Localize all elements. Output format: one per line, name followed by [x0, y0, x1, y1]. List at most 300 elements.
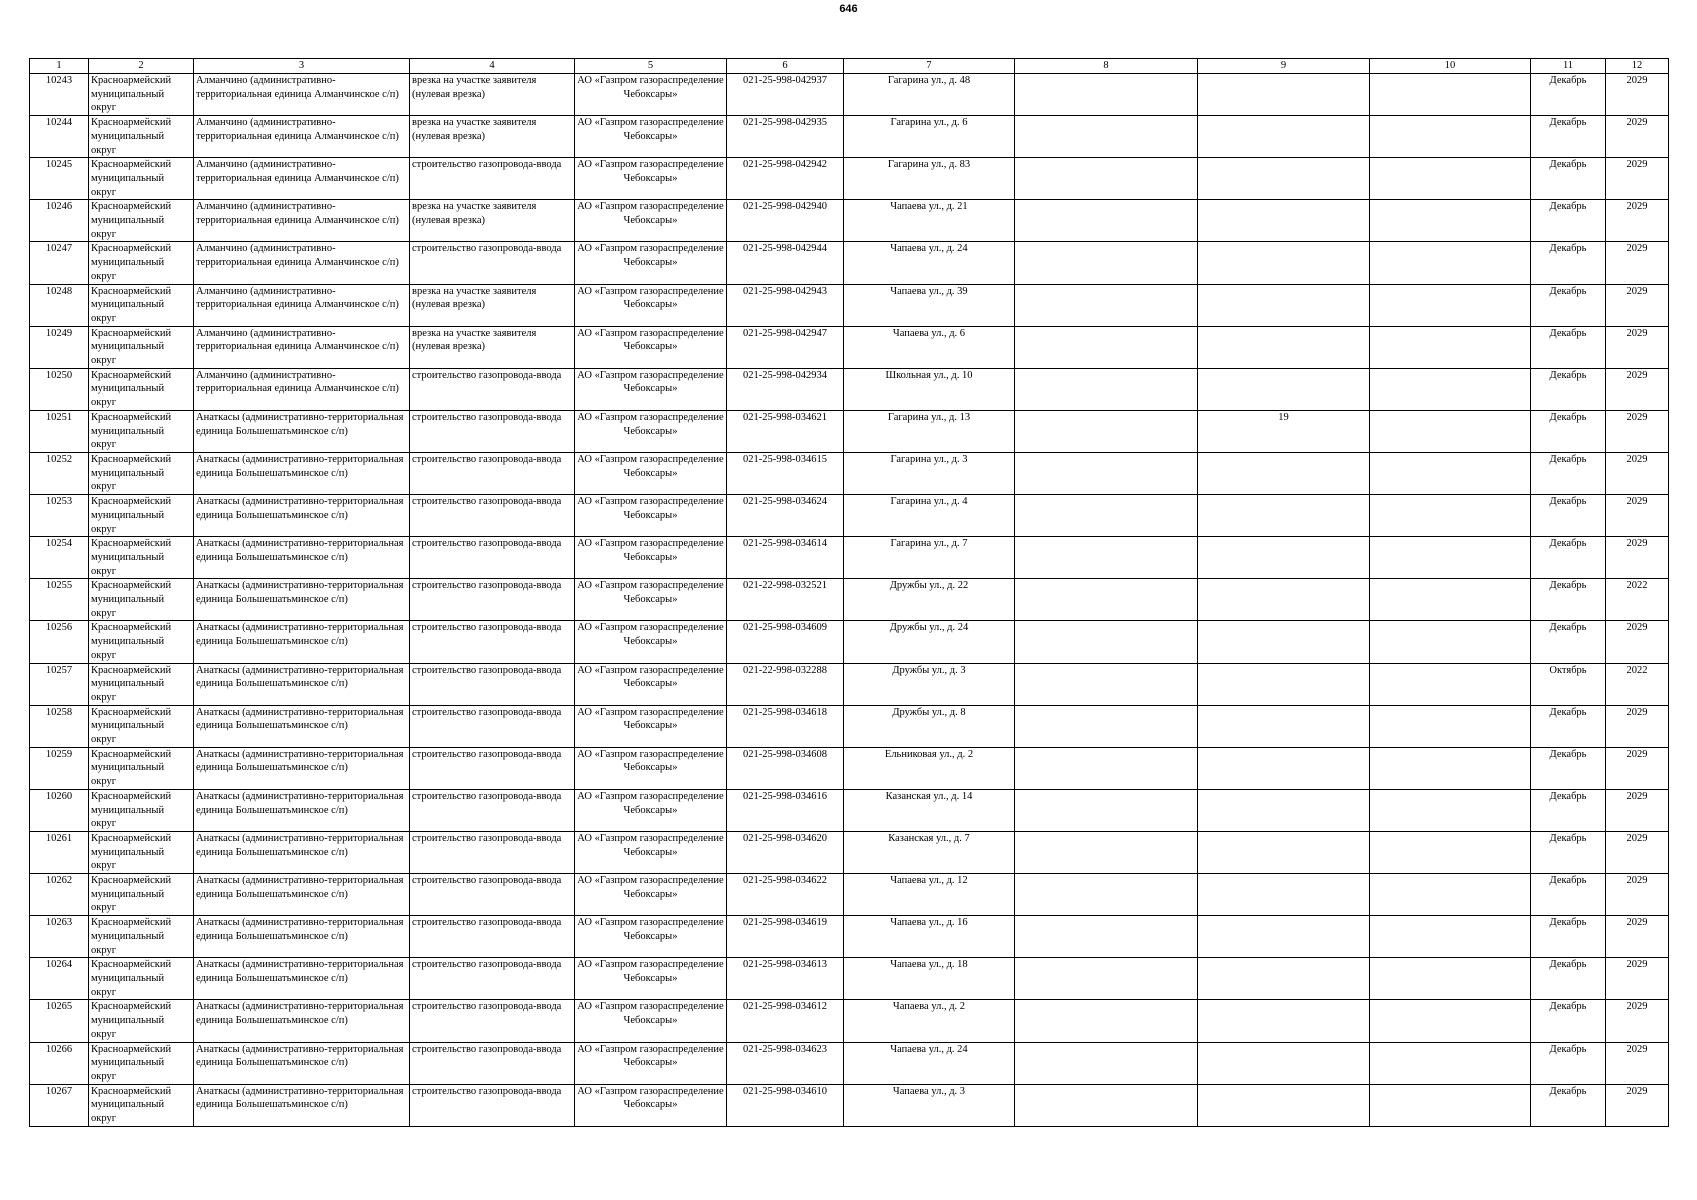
work-type: строительство газопровода-ввода — [410, 368, 575, 410]
address: Дружбы ул., д. 3 — [844, 663, 1015, 705]
district-name: Красноармейский муниципальный округ — [89, 368, 194, 410]
column-8-value — [1015, 831, 1198, 873]
locality-name: Анаткасы (административно-территориальная единица Большешатьминское с/п) — [194, 958, 410, 1000]
organization-name: АО «Газпром газораспределение Чебоксары» — [575, 1042, 727, 1084]
table-row — [30, 621, 1669, 663]
table-row — [30, 831, 1669, 873]
column-10-value — [1370, 200, 1531, 242]
year: 2029 — [1606, 1000, 1669, 1042]
column-10-value — [1370, 579, 1531, 621]
organization-name: АО «Газпром газораспределение Чебоксары» — [575, 1000, 727, 1042]
work-type: строительство газопровода-ввода — [410, 916, 575, 958]
year: 2029 — [1606, 74, 1669, 116]
year: 2022 — [1606, 579, 1669, 621]
table-row — [30, 284, 1669, 326]
district-name: Красноармейский муниципальный округ — [89, 1042, 194, 1084]
work-type: строительство газопровода-ввода — [410, 158, 575, 200]
application-code: 021-25-998-034624 — [727, 495, 844, 537]
district-name: Красноармейский муниципальный округ — [89, 916, 194, 958]
work-type: врезка на участке заявителя (нулевая врезка) — [410, 74, 575, 116]
application-code: 021-25-998-034620 — [727, 831, 844, 873]
column-10-value — [1370, 663, 1531, 705]
locality-name: Анаткасы (административно-территориальная единица Большешатьминское с/п) — [194, 916, 410, 958]
district-name: Красноармейский муниципальный округ — [89, 495, 194, 537]
address: Гагарина ул., д. 3 — [844, 452, 1015, 494]
year: 2029 — [1606, 1042, 1669, 1084]
column-10-value — [1370, 495, 1531, 537]
locality-name: Анаткасы (административно-территориальная единица Большешатьминское с/п) — [194, 747, 410, 789]
column-8-value — [1015, 537, 1198, 579]
header-row — [30, 59, 1669, 74]
work-type: строительство газопровода-ввода — [410, 452, 575, 494]
column-8-value — [1015, 158, 1198, 200]
record-number: 10267 — [30, 1084, 89, 1126]
record-number: 10263 — [30, 916, 89, 958]
column-9-value — [1198, 1084, 1370, 1126]
application-code: 021-25-998-034609 — [727, 621, 844, 663]
organization-name: АО «Газпром газораспределение Чебоксары» — [575, 116, 727, 158]
table-row — [30, 158, 1669, 200]
address: Чапаева ул., д. 3 — [844, 1084, 1015, 1126]
column-9-value — [1198, 242, 1370, 284]
district-name: Красноармейский муниципальный округ — [89, 705, 194, 747]
column-header: 11 — [1531, 59, 1606, 74]
year: 2029 — [1606, 789, 1669, 831]
table-row — [30, 1084, 1669, 1126]
year: 2029 — [1606, 200, 1669, 242]
record-number: 10255 — [30, 579, 89, 621]
application-code: 021-22-998-032521 — [727, 579, 844, 621]
work-type: строительство газопровода-ввода — [410, 579, 575, 621]
work-type: строительство газопровода-ввода — [410, 958, 575, 1000]
record-number: 10256 — [30, 621, 89, 663]
column-8-value — [1015, 705, 1198, 747]
locality-name: Анаткасы (административно-территориальная единица Большешатьминское с/п) — [194, 621, 410, 663]
year: 2029 — [1606, 284, 1669, 326]
district-name: Красноармейский муниципальный округ — [89, 284, 194, 326]
work-type: врезка на участке заявителя (нулевая врезка) — [410, 116, 575, 158]
year: 2029 — [1606, 1084, 1669, 1126]
district-name: Красноармейский муниципальный округ — [89, 663, 194, 705]
month: Декабрь — [1531, 537, 1606, 579]
month: Декабрь — [1531, 116, 1606, 158]
table-row — [30, 1000, 1669, 1042]
application-code: 021-25-998-042937 — [727, 74, 844, 116]
column-8-value — [1015, 200, 1198, 242]
application-code: 021-25-998-034612 — [727, 1000, 844, 1042]
table-row — [30, 495, 1669, 537]
application-code: 021-25-998-034614 — [727, 537, 844, 579]
column-9-value — [1198, 747, 1370, 789]
district-name: Красноармейский муниципальный округ — [89, 621, 194, 663]
month: Декабрь — [1531, 242, 1606, 284]
district-name: Красноармейский муниципальный округ — [89, 789, 194, 831]
column-10-value — [1370, 158, 1531, 200]
record-number: 10266 — [30, 1042, 89, 1084]
address: Гагарина ул., д. 7 — [844, 537, 1015, 579]
application-code: 021-25-998-034608 — [727, 747, 844, 789]
district-name: Красноармейский муниципальный округ — [89, 874, 194, 916]
organization-name: АО «Газпром газораспределение Чебоксары» — [575, 495, 727, 537]
address: Дружбы ул., д. 8 — [844, 705, 1015, 747]
application-code: 021-25-998-042944 — [727, 242, 844, 284]
column-8-value — [1015, 410, 1198, 452]
table-row — [30, 663, 1669, 705]
table-row — [30, 958, 1669, 1000]
work-type: врезка на участке заявителя (нулевая врезка) — [410, 326, 575, 368]
organization-name: АО «Газпром газораспределение Чебоксары» — [575, 410, 727, 452]
column-8-value — [1015, 747, 1198, 789]
address: Гагарина ул., д. 48 — [844, 74, 1015, 116]
address: Чапаева ул., д. 39 — [844, 284, 1015, 326]
column-header: 5 — [575, 59, 727, 74]
locality-name: Анаткасы (административно-территориальная единица Большешатьминское с/п) — [194, 1084, 410, 1126]
address: Гагарина ул., д. 4 — [844, 495, 1015, 537]
application-code: 021-25-998-034621 — [727, 410, 844, 452]
column-8-value — [1015, 621, 1198, 663]
column-10-value — [1370, 452, 1531, 494]
work-type: строительство газопровода-ввода — [410, 1084, 575, 1126]
column-8-value — [1015, 116, 1198, 158]
column-10-value — [1370, 705, 1531, 747]
district-name: Красноармейский муниципальный округ — [89, 158, 194, 200]
address: Ельниковая ул., д. 2 — [844, 747, 1015, 789]
organization-name: АО «Газпром газораспределение Чебоксары» — [575, 242, 727, 284]
application-code: 021-25-998-042940 — [727, 200, 844, 242]
table-row — [30, 579, 1669, 621]
organization-name: АО «Газпром газораспределение Чебоксары» — [575, 537, 727, 579]
work-type: строительство газопровода-ввода — [410, 705, 575, 747]
address: Гагарина ул., д. 13 — [844, 410, 1015, 452]
month: Декабрь — [1531, 705, 1606, 747]
year: 2029 — [1606, 410, 1669, 452]
district-name: Красноармейский муниципальный округ — [89, 537, 194, 579]
month: Декабрь — [1531, 74, 1606, 116]
record-number: 10261 — [30, 831, 89, 873]
table-row — [30, 242, 1669, 284]
year: 2029 — [1606, 368, 1669, 410]
organization-name: АО «Газпром газораспределение Чебоксары» — [575, 326, 727, 368]
locality-name: Анаткасы (административно-территориальная единица Большешатьминское с/п) — [194, 874, 410, 916]
table-row — [30, 789, 1669, 831]
locality-name: Алманчино (административно-территориальная единица Алманчинское с/п) — [194, 158, 410, 200]
record-number: 10252 — [30, 452, 89, 494]
year: 2029 — [1606, 326, 1669, 368]
record-number: 10245 — [30, 158, 89, 200]
page-number: 646 — [839, 3, 858, 15]
registry-body — [30, 74, 1669, 1127]
record-number: 10258 — [30, 705, 89, 747]
column-8-value — [1015, 284, 1198, 326]
application-code: 021-25-998-042942 — [727, 158, 844, 200]
organization-name: АО «Газпром газораспределение Чебоксары» — [575, 958, 727, 1000]
work-type: строительство газопровода-ввода — [410, 789, 575, 831]
locality-name: Алманчино (административно-территориальная единица Алманчинское с/п) — [194, 74, 410, 116]
address: Школьная ул., д. 10 — [844, 368, 1015, 410]
district-name: Красноармейский муниципальный округ — [89, 326, 194, 368]
locality-name: Анаткасы (административно-территориальная единица Большешатьминское с/п) — [194, 1000, 410, 1042]
locality-name: Анаткасы (административно-территориальная единица Большешатьминское с/п) — [194, 537, 410, 579]
column-9-value — [1198, 1000, 1370, 1042]
column-9-value — [1198, 705, 1370, 747]
address: Дружбы ул., д. 24 — [844, 621, 1015, 663]
district-name: Красноармейский муниципальный округ — [89, 1000, 194, 1042]
column-8-value — [1015, 74, 1198, 116]
column-10-value — [1370, 747, 1531, 789]
application-code: 021-25-998-034610 — [727, 1084, 844, 1126]
locality-name: Алманчино (административно-территориальная единица Алманчинское с/п) — [194, 116, 410, 158]
work-type: строительство газопровода-ввода — [410, 1042, 575, 1084]
month: Декабрь — [1531, 579, 1606, 621]
column-9-value — [1198, 621, 1370, 663]
work-type: врезка на участке заявителя (нулевая врезка) — [410, 200, 575, 242]
year: 2029 — [1606, 705, 1669, 747]
column-8-value — [1015, 1000, 1198, 1042]
work-type: врезка на участке заявителя (нулевая врезка) — [410, 284, 575, 326]
district-name: Красноармейский муниципальный округ — [89, 116, 194, 158]
column-9-value — [1198, 874, 1370, 916]
month: Декабрь — [1531, 1084, 1606, 1126]
column-8-value — [1015, 579, 1198, 621]
application-code: 021-25-998-034623 — [727, 1042, 844, 1084]
organization-name: АО «Газпром газораспределение Чебоксары» — [575, 452, 727, 494]
organization-name: АО «Газпром газораспределение Чебоксары» — [575, 368, 727, 410]
locality-name: Анаткасы (административно-территориальная единица Большешатьминское с/п) — [194, 789, 410, 831]
column-10-value — [1370, 537, 1531, 579]
month: Декабрь — [1531, 1000, 1606, 1042]
locality-name: Анаткасы (административно-территориальная единица Большешатьминское с/п) — [194, 663, 410, 705]
column-9-value — [1198, 537, 1370, 579]
column-8-value — [1015, 495, 1198, 537]
year: 2029 — [1606, 874, 1669, 916]
locality-name: Анаткасы (административно-территориальная единица Большешатьминское с/п) — [194, 495, 410, 537]
table-row — [30, 1042, 1669, 1084]
column-8-value — [1015, 1042, 1198, 1084]
year: 2029 — [1606, 242, 1669, 284]
column-10-value — [1370, 621, 1531, 663]
month: Декабрь — [1531, 789, 1606, 831]
district-name: Красноармейский муниципальный округ — [89, 74, 194, 116]
column-8-value — [1015, 242, 1198, 284]
organization-name: АО «Газпром газораспределение Чебоксары» — [575, 284, 727, 326]
record-number: 10246 — [30, 200, 89, 242]
district-name: Красноармейский муниципальный округ — [89, 579, 194, 621]
year: 2029 — [1606, 537, 1669, 579]
table-row — [30, 874, 1669, 916]
year: 2029 — [1606, 495, 1669, 537]
year: 2029 — [1606, 621, 1669, 663]
address: Чапаева ул., д. 6 — [844, 326, 1015, 368]
year: 2029 — [1606, 916, 1669, 958]
locality-name: Анаткасы (административно-территориальная единица Большешатьминское с/п) — [194, 410, 410, 452]
table-row — [30, 452, 1669, 494]
district-name: Красноармейский муниципальный округ — [89, 1084, 194, 1126]
table-row — [30, 916, 1669, 958]
column-10-value — [1370, 242, 1531, 284]
work-type: строительство газопровода-ввода — [410, 663, 575, 705]
district-name: Красноармейский муниципальный округ — [89, 452, 194, 494]
column-9-value — [1198, 116, 1370, 158]
month: Декабрь — [1531, 916, 1606, 958]
address: Казанская ул., д. 7 — [844, 831, 1015, 873]
month: Октябрь — [1531, 663, 1606, 705]
work-type: строительство газопровода-ввода — [410, 831, 575, 873]
table-row — [30, 326, 1669, 368]
organization-name: АО «Газпром газораспределение Чебоксары» — [575, 747, 727, 789]
address: Дружбы ул., д. 22 — [844, 579, 1015, 621]
organization-name: АО «Газпром газораспределение Чебоксары» — [575, 789, 727, 831]
column-10-value — [1370, 1084, 1531, 1126]
month: Декабрь — [1531, 747, 1606, 789]
column-9-value — [1198, 1042, 1370, 1084]
column-9-value — [1198, 579, 1370, 621]
application-code: 021-25-998-034618 — [727, 705, 844, 747]
work-type: строительство газопровода-ввода — [410, 410, 575, 452]
column-9-value: 19 — [1198, 410, 1370, 452]
locality-name: Алманчино (административно-территориальная единица Алманчинское с/п) — [194, 284, 410, 326]
organization-name: АО «Газпром газораспределение Чебоксары» — [575, 158, 727, 200]
organization-name: АО «Газпром газораспределение Чебоксары» — [575, 621, 727, 663]
record-number: 10251 — [30, 410, 89, 452]
locality-name: Анаткасы (административно-территориальная единица Большешатьминское с/п) — [194, 1042, 410, 1084]
address: Чапаева ул., д. 24 — [844, 242, 1015, 284]
month: Декабрь — [1531, 1042, 1606, 1084]
record-number: 10244 — [30, 116, 89, 158]
organization-name: АО «Газпром газораспределение Чебоксары» — [575, 579, 727, 621]
organization-name: АО «Газпром газораспределение Чебоксары» — [575, 200, 727, 242]
address: Чапаева ул., д. 24 — [844, 1042, 1015, 1084]
record-number: 10265 — [30, 1000, 89, 1042]
address: Гагарина ул., д. 83 — [844, 158, 1015, 200]
district-name: Красноармейский муниципальный округ — [89, 200, 194, 242]
column-10-value — [1370, 368, 1531, 410]
application-code: 021-25-998-042947 — [727, 326, 844, 368]
locality-name: Алманчино (административно-территориальная единица Алманчинское с/п) — [194, 200, 410, 242]
record-number: 10248 — [30, 284, 89, 326]
month: Декабрь — [1531, 284, 1606, 326]
organization-name: АО «Газпром газораспределение Чебоксары» — [575, 1084, 727, 1126]
application-code: 021-25-998-034613 — [727, 958, 844, 1000]
column-header: 2 — [89, 59, 194, 74]
year: 2029 — [1606, 158, 1669, 200]
table-row — [30, 410, 1669, 452]
column-10-value — [1370, 874, 1531, 916]
district-name: Красноармейский муниципальный округ — [89, 747, 194, 789]
column-10-value — [1370, 74, 1531, 116]
column-10-value — [1370, 916, 1531, 958]
column-header: 4 — [410, 59, 575, 74]
month: Декабрь — [1531, 495, 1606, 537]
address: Чапаева ул., д. 2 — [844, 1000, 1015, 1042]
column-9-value — [1198, 831, 1370, 873]
work-type: строительство газопровода-ввода — [410, 874, 575, 916]
application-code: 021-25-998-034616 — [727, 789, 844, 831]
column-9-value — [1198, 368, 1370, 410]
locality-name: Алманчино (административно-территориальная единица Алманчинское с/п) — [194, 368, 410, 410]
table-row — [30, 705, 1669, 747]
year: 2029 — [1606, 958, 1669, 1000]
address: Гагарина ул., д. 6 — [844, 116, 1015, 158]
table-row — [30, 74, 1669, 116]
address: Чапаева ул., д. 18 — [844, 958, 1015, 1000]
record-number: 10249 — [30, 326, 89, 368]
year: 2029 — [1606, 831, 1669, 873]
record-number: 10264 — [30, 958, 89, 1000]
month: Декабрь — [1531, 326, 1606, 368]
column-10-value — [1370, 789, 1531, 831]
column-8-value — [1015, 326, 1198, 368]
locality-name: Анаткасы (административно-территориальная единица Большешатьминское с/п) — [194, 705, 410, 747]
district-name: Красноармейский муниципальный округ — [89, 831, 194, 873]
column-9-value — [1198, 326, 1370, 368]
district-name: Красноармейский муниципальный округ — [89, 410, 194, 452]
column-8-value — [1015, 958, 1198, 1000]
column-header: 7 — [844, 59, 1015, 74]
month: Декабрь — [1531, 831, 1606, 873]
column-10-value — [1370, 1000, 1531, 1042]
column-header: 9 — [1198, 59, 1370, 74]
application-code: 021-25-998-034615 — [727, 452, 844, 494]
column-header: 8 — [1015, 59, 1198, 74]
column-9-value — [1198, 916, 1370, 958]
record-number: 10254 — [30, 537, 89, 579]
month: Декабрь — [1531, 200, 1606, 242]
locality-name: Анаткасы (административно-территориальная единица Большешатьминское с/п) — [194, 579, 410, 621]
column-9-value — [1198, 284, 1370, 326]
year: 2029 — [1606, 452, 1669, 494]
column-10-value — [1370, 831, 1531, 873]
month: Декабрь — [1531, 368, 1606, 410]
table-row — [30, 368, 1669, 410]
column-10-value — [1370, 410, 1531, 452]
column-9-value — [1198, 958, 1370, 1000]
column-9-value — [1198, 495, 1370, 537]
column-header: 3 — [194, 59, 410, 74]
record-number: 10243 — [30, 74, 89, 116]
locality-name: Алманчино (административно-территориальная единица Алманчинское с/п) — [194, 242, 410, 284]
address: Чапаева ул., д. 16 — [844, 916, 1015, 958]
column-8-value — [1015, 874, 1198, 916]
column-9-value — [1198, 452, 1370, 494]
column-header: 12 — [1606, 59, 1669, 74]
month: Декабрь — [1531, 958, 1606, 1000]
organization-name: АО «Газпром газораспределение Чебоксары» — [575, 663, 727, 705]
table-row — [30, 537, 1669, 579]
record-number: 10262 — [30, 874, 89, 916]
registry-table — [29, 58, 1669, 1127]
application-code: 021-25-998-042934 — [727, 368, 844, 410]
column-8-value — [1015, 663, 1198, 705]
work-type: строительство газопровода-ввода — [410, 537, 575, 579]
column-header: 1 — [30, 59, 89, 74]
column-10-value — [1370, 116, 1531, 158]
table-row — [30, 116, 1669, 158]
record-number: 10257 — [30, 663, 89, 705]
address: Чапаева ул., д. 21 — [844, 200, 1015, 242]
organization-name: АО «Газпром газораспределение Чебоксары» — [575, 916, 727, 958]
month: Декабрь — [1531, 158, 1606, 200]
application-code: 021-25-998-034619 — [727, 916, 844, 958]
application-code: 021-25-998-042935 — [727, 116, 844, 158]
month: Декабрь — [1531, 410, 1606, 452]
table-row — [30, 200, 1669, 242]
column-8-value — [1015, 1084, 1198, 1126]
organization-name: АО «Газпром газораспределение Чебоксары» — [575, 705, 727, 747]
year: 2029 — [1606, 116, 1669, 158]
year: 2022 — [1606, 663, 1669, 705]
column-8-value — [1015, 452, 1198, 494]
column-8-value — [1015, 789, 1198, 831]
